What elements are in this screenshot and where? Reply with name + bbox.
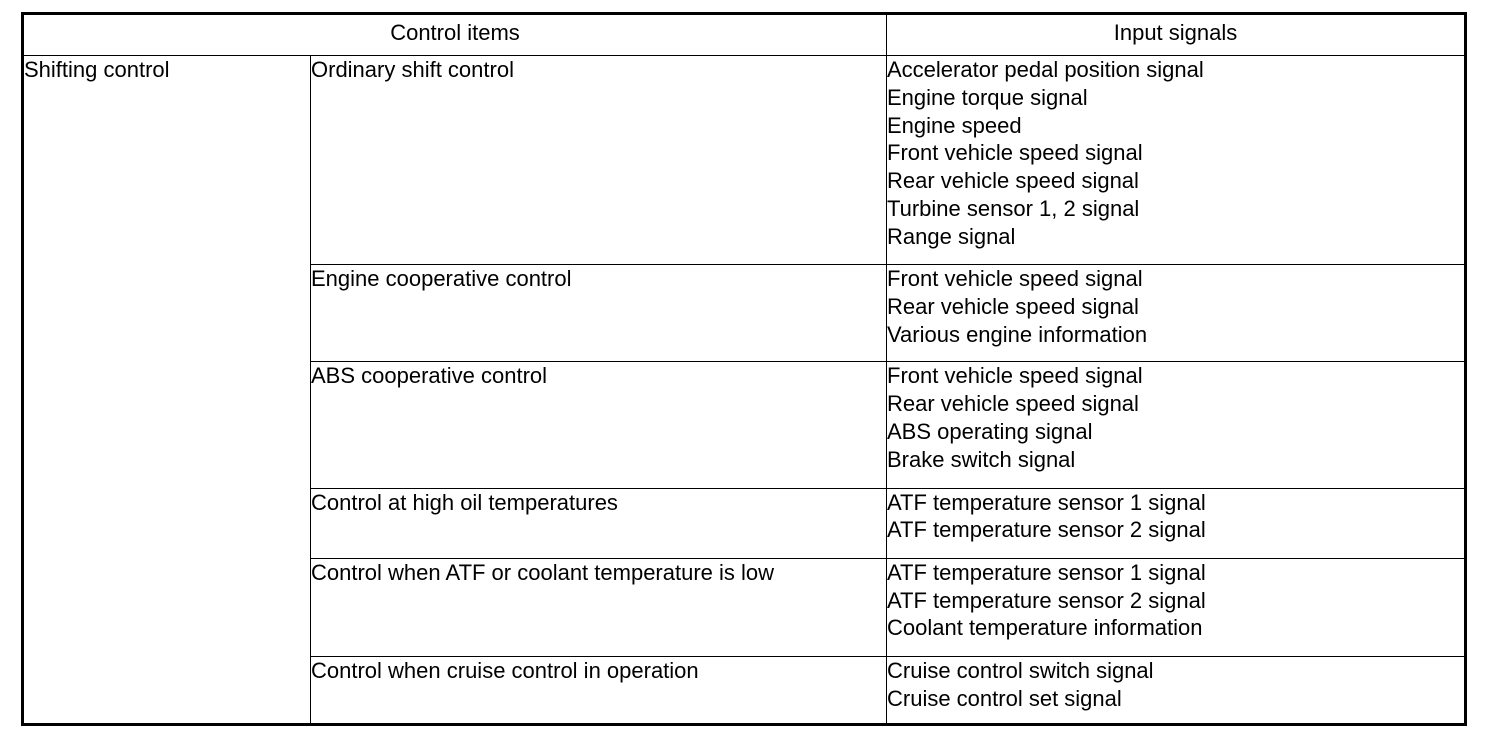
signal-line: Various engine information xyxy=(887,321,1148,347)
control-item-cell xyxy=(311,656,887,724)
signal-line: Rear vehicle speed signal xyxy=(887,391,1139,417)
control-items-table xyxy=(21,12,1467,726)
control-item-cell xyxy=(311,265,887,362)
signal-line: Engine speed xyxy=(887,112,1022,138)
signal-line: Turbine sensor 1, 2 signal xyxy=(887,195,1140,221)
input-signals-cell xyxy=(887,656,1466,724)
control-item-label: Control at high oil temperatures xyxy=(311,489,618,515)
input-signals-cell xyxy=(887,488,1466,558)
input-signals-cell xyxy=(887,558,1466,656)
signal-line: Cruise control switch signal xyxy=(887,657,1154,683)
signal-line: ABS operating signal xyxy=(887,419,1093,445)
signal-line: ATF temperature sensor 1 signal xyxy=(887,489,1206,515)
control-item-cell xyxy=(311,362,887,488)
signal-line: Front vehicle speed signal xyxy=(887,363,1143,389)
signal-line: Front vehicle speed signal xyxy=(887,140,1143,166)
signal-line: ATF temperature sensor 2 signal xyxy=(887,517,1206,543)
control-item-label: Engine cooperative control xyxy=(311,266,572,292)
signal-line: Cruise control set signal xyxy=(887,685,1122,711)
control-item-cell xyxy=(311,56,887,265)
signal-line: Accelerator pedal position signal xyxy=(887,57,1204,82)
header-row xyxy=(23,14,1466,56)
control-item-cell xyxy=(311,558,887,656)
signal-line: ATF temperature sensor 1 signal xyxy=(887,559,1206,585)
signal-line: Brake switch signal xyxy=(887,446,1076,472)
signal-line: Range signal xyxy=(887,223,1016,249)
signal-line: Front vehicle speed signal xyxy=(887,266,1143,292)
signal-line: Engine torque signal xyxy=(887,84,1088,110)
input-signals-cell xyxy=(887,56,1466,265)
signal-line: Coolant temperature information xyxy=(887,615,1203,641)
control-item-label: Ordinary shift control xyxy=(311,57,514,82)
table-row xyxy=(23,56,1466,265)
header-input-signals: Input signals xyxy=(887,14,1466,56)
input-signals-cell xyxy=(887,362,1466,488)
control-item-label: Control when cruise control in operation xyxy=(311,657,699,683)
signal-line: Rear vehicle speed signal xyxy=(887,294,1139,320)
control-item-label: ABS cooperative control xyxy=(311,363,548,389)
signal-line: ATF temperature sensor 2 signal xyxy=(887,587,1206,613)
group-cell-shifting-control xyxy=(23,56,311,725)
header-control-items: Control items xyxy=(23,14,887,56)
control-item-cell xyxy=(311,488,887,558)
control-item-label: Control when ATF or coolant temperature is low xyxy=(311,559,775,585)
group-label: Shifting control xyxy=(24,57,170,82)
signal-line: Rear vehicle speed signal xyxy=(887,168,1139,194)
input-signals-cell xyxy=(887,265,1466,362)
